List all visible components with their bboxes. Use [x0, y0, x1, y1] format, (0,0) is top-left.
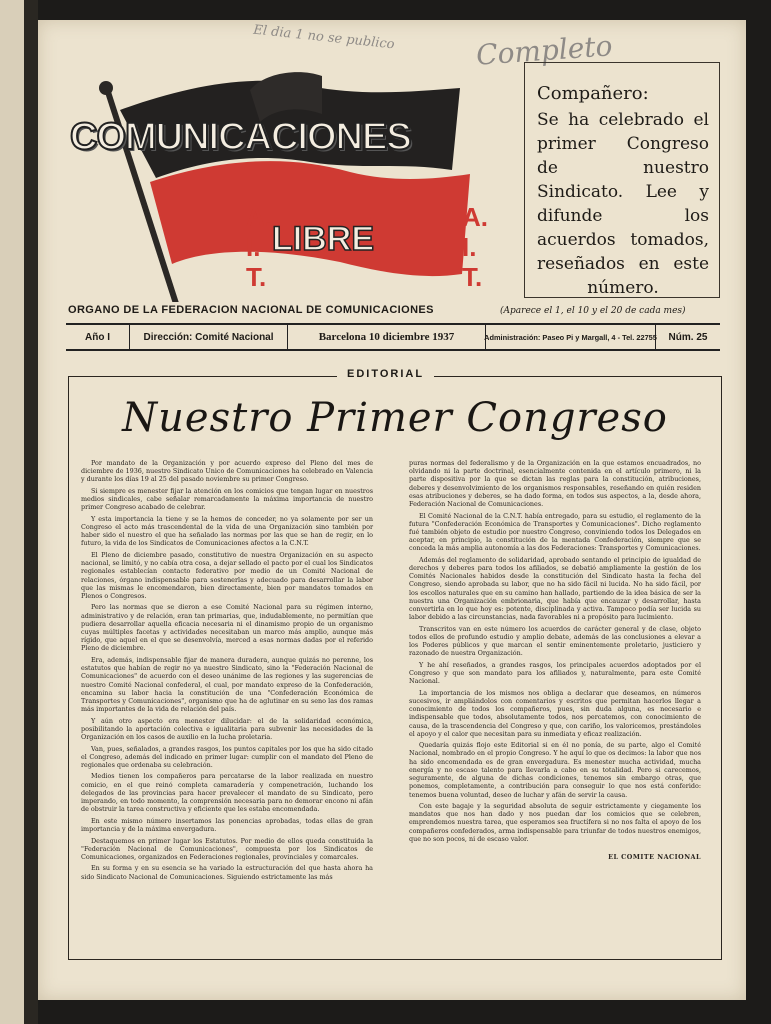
- logo-comunicaciones: COMUNICACIONES: [70, 116, 411, 158]
- paragraph: En este mismo número insertamos las ponencias aprobadas, todas ellas de gran importancia y de la máxima envergadura.: [81, 816, 373, 833]
- paragraph: Y he ahí reseñados, a grandes rasgos, los principales acuerdos adoptados por el Congreso y que son mandato para los afiliados y, naturalmente, para este Comité Nacional.: [409, 660, 701, 686]
- editorial-title: Nuestro Primer Congreso: [122, 395, 668, 441]
- paragraph: Por mandato de la Organización y por acuerdo expreso del Pleno del mes de diciembre de 1936, nuestro Sindicato Unico de Comunicaciones ha celebrado en Valencia y durante los días 19 al 25 del pasado noviembre su primer Congreso.: [81, 459, 373, 484]
- paragraph: Quedaría quizás flojo este Editorial si en él no ponía, de su parte, algo el Comité Nacional, nombrado en el propio Congreso. Y he aquí lo que os decimos: la labor que nos ha sido encomendada es de gran envergadura. Es menester mucha actividad, mucha energía y no escaso talento para llevarla a cabo en su totalidad. Pero si carecemos, seguramente, de alguna de dichas condiciones, tenemos sin embargo otras, que ponemos, completamente, a contribución para conseguir lo que nos está conferido: tenemos buena voluntad, deseo de luchar y afán de servir la causa.: [409, 741, 701, 799]
- paragraph: Y esta importancia la tiene y se la hemos de conceder, no ya solamente por ser un Congreso el acto más trascendental de la vida de una Organización sino también por haber sido el nuestro el que ha señalado las normas por las que se han de regir, en lo futuro, la vida de los Sindicatos de Comunicaciones afectos a la C.N.T.: [81, 514, 373, 548]
- paragraph: Además del reglamento de solidaridad, aprobado sentando el principio de igualdad de derechos y deberes para todos los afiliados, se debatió ampliamente la gestión de los Comités Nacionales habidos desde la constitución del Sindicato hasta la fecha del Congreso, siendo aprobada su labor, que no ha sido fácil ni lucida. No ha sido fácil, por los escollos naturales que en su camino han hallado, partiendo de la idea básica de ser la nuestra una Organización embrionaria, que había que encauzar y desarrollar, hasta convertirla en lo que hoy es: potente, disciplinada y activa. Tampoco podía ser lucida su labor debido a las circunstancias, nada favorables ni a propósito para lucimiento.: [409, 555, 701, 622]
- year: Año I: [66, 325, 130, 349]
- editorial-column-1: [81, 459, 373, 884]
- logo-acronym-right: A. I. T.: [462, 202, 488, 292]
- periodicity: (Aparece el 1, el 10 y el 20 de cada mes): [500, 306, 686, 316]
- logo-libre: LIBRE: [272, 220, 374, 258]
- handwritten-note-right: Completo: [475, 29, 614, 72]
- paragraph: Era, además, indispensable fijar de manera duradera, aunque quizás no perenne, los estatutos que habían de regir no ya nuestro Sindicato, sino la "Federación Nacional de Comunicaciones" de acuerdo con el deseo unánime de las regiones y las sugerencias de nuestro Comité Nacional confederal, el cual, por mandato expreso de la Confederación, encamina su labor hacia la constitución de una "Confederación Económica de Transportes y Comunicaciones", organismo que ha de aglutinar en su seno las dos ramas más importantes de la vida de relación del país.: [81, 655, 373, 714]
- organ-line: ORGANO DE LA FEDERACION NACIONAL DE COMUNICACIONES: [68, 304, 434, 316]
- paragraph: Si siempre es menester fijar la atención en los comicios que tengan lugar en nuestros medios sindicales, cabe señalar remarcadamente la máxima importancia de nuestro primer Congreso acabado de celebrar.: [81, 486, 373, 512]
- issue-number: Núm. 25: [668, 331, 708, 343]
- editorial-signature: EL COMITE NACIONAL: [608, 853, 701, 862]
- notice-title: Compañero:: [537, 83, 649, 104]
- newspaper-page: [38, 20, 746, 1000]
- editorial-column-2: [409, 459, 701, 865]
- notice-box: [524, 62, 720, 298]
- administration: Administración: Paseo Pi y Margall, 4 - Tel. 22755: [486, 325, 656, 349]
- logo-acronym-left: A. I. T.: [246, 202, 272, 292]
- paragraph: Van, pues, señalados, a grandes rasgos, los puntos capitales por los que ha sido citado el Congreso, además del indicado en primer lugar: cumplir con el mandato del Pleno de regionales que ordenaba su celebración.: [81, 744, 373, 769]
- paragraph: Destaquemos en primer lugar los Estatutos. Por medio de ellos queda constituida la "Federación Nacional de Comunicaciones", compuesta por los Sindicatos de Comunicaciones, organizados en Federaciones regionales, provinciales y comarcales.: [81, 836, 373, 861]
- notice-body: Se ha celebrado el primer Congreso de nuestro Sindicato. Lee y difunde los acuerdos tomados, reseñados en este número.: [537, 110, 709, 298]
- masthead-logo: [60, 52, 508, 302]
- handwritten-note-left: El dia 1 no se publico: [252, 22, 396, 53]
- adjacent-page-strip: [0, 0, 24, 1024]
- editorial-label: EDITORIAL: [337, 368, 434, 380]
- direction: Dirección: Comité Nacional: [130, 325, 288, 349]
- paragraph: Medios tienen los compañeros para percatarse de la labor realizada en nuestro comicio, en el que reinó completa camaradería y compenetración, luchando los delegados de las provincias para hacer prevalecer el mandato de su Sindicato, pero imperando, en todo momento, la comprensión necesaria para no demorar encono ni afán de obstruir la tarea constructiva y eficiente que les estaba encomendada.: [81, 772, 373, 814]
- paragraph: Transcritos van en este número los acuerdos de carácter general y de clase, objeto todos ellos de profundo estudio y amplio debate, además de las conclusiones a elevar a los Poderes públicos y que marcan el sentir eminentemente proletario, justiciero y razonado de nuestra Organización.: [409, 624, 701, 658]
- paragraph: Con este bagaje y la seguridad absoluta de seguir estrictamente y ciegamente los mandatos que nos han dado y nos puedan dar los comicios que se celebren, emprendemos nuestra tarea, que esperamos sea fructífera si no nos falta el apoyo de los compañeros confederados, arma indispensable para triunfar de todos nuestros enemigos, que no son pocos, ni de escaso valor.: [409, 802, 701, 843]
- binding-gap: [24, 0, 38, 1024]
- paragraph: El Comité Nacional de la C.N.T. había entregado, para su estudio, el reglamento de la futura "Confederación Económica de Transportes y Comunicaciones". Dicho reglamento fué también objeto de estudio por nuestro Congreso, conviniendo todos los Delegados en aceptar, en principio, la constitución de la mentada Confederación, siempre que se conceda la más amplia autonomía a las dos Federaciones: Transportes y Comunicaciones.: [409, 511, 701, 553]
- paragraph: La importancia de los mismos nos obliga a declarar que deseamos, en números sucesivos, ir ampliándolos con comentarios y escritos que permitan hacerlos llegar a conocimiento de todos los compañeros, pues, sin duda alguna, es necesario e indispensable que todos, absolutamente todos, nos percatemos, con conocimiento de causa, de la trascendencia del Congreso y que, con cariño, los valoricemos, prestándoles el apoyo y el calor que necesitan para su inmediata y eficaz realización.: [409, 688, 701, 738]
- paragraph: puras normas del federalismo y de la Organización en la que estamos encuadrados, no olvidando ni la parte doctrinal, esencialmente contenida en el artículo primero, ni la parte dispositiva por la que se dictan las reglas para la constitución, atribuciones, deberes y desenvolvimiento de los organismos responsables, reseñando en quién residen esas atribuciones y deberes, se ha dado forma, en todos sus aspectos, a la, desde ahora, Federación Nacional de Comunicaciones.: [409, 459, 701, 509]
- paragraph: Pero las normas que se dieron a ese Comité Nacional para su régimen interno, administrativo y de relación, eran tan primarias, que, indudablemente, no permitían que pudiera desarrollar aquella eficacia necesaria ni el dinamismo propio de un organismo cuyas múltiples facetas y actividades necesitaban un marco más amplio, aunque más rígido, que aquel en el que se desenvolvía, merced a esas normas dadas por el referido Pleno de diciembre.: [81, 603, 373, 653]
- issue-date: Barcelona 10 diciembre 1937: [288, 325, 486, 349]
- flag-illustration: [60, 52, 508, 302]
- paragraph: El Pleno de diciembre pasado, constitutivo de nuestra Organización en su aspecto nacional, se limitó, y no cabía otra cosa, a dejar sellado el pacto por el cual los Sindicatos regionales establecían contacto federativo por medio de un Comité Nacional de relaciones, órgano indispensable para sostenerlas y adecuado para desarrollar la labor que las mismas le encomendaron, bien directamente, bien por mandatos tomados en Plenos o Congresos.: [81, 550, 373, 600]
- paragraph: Y aún otro aspecto era menester dilucidar: el de la solidaridad económica, posibilitando la aportación colectiva e igualitaria para subvenir las necesidades de la Organización en los casos de auxilio en la lucha proletaria.: [81, 716, 373, 742]
- editorial-box: [68, 368, 722, 960]
- info-bar: [66, 323, 720, 351]
- paragraph: En su forma y en su esencia se ha variado la estructuración del que hasta ahora ha sido Sindicato Nacional de Comunicaciones. Siguiendo estrictamente las más: [81, 864, 373, 881]
